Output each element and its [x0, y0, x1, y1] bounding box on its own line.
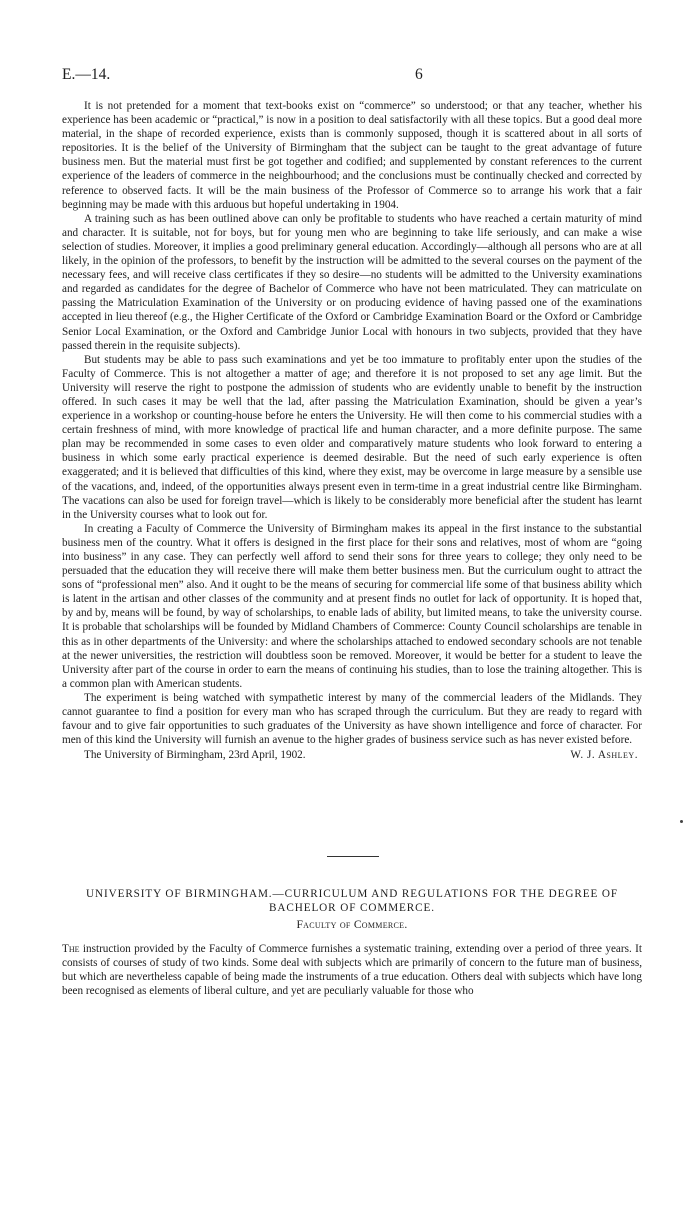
section-heading — [62, 887, 642, 915]
page-header — [62, 66, 642, 86]
signature: W. J. Ashley. — [570, 749, 638, 762]
margin-mark — [680, 820, 683, 823]
section-heading-line-1: UNIVERSITY OF BIRMINGHAM.—CURRICULUM AND REGULATIONS FOR THE DEGREE OF — [86, 888, 618, 900]
section-paragraph — [62, 942, 642, 998]
signoff — [62, 748, 642, 763]
document-reference: E.—14. — [62, 66, 111, 83]
main-text — [62, 99, 642, 763]
section-divider — [327, 856, 379, 857]
place-date: The University of Birmingham, 23rd April, 1902. — [84, 749, 306, 762]
paragraph-experiment: The experiment is being watched with sympathetic interest by many of the commercial leaders of the Midlands. They cannot guarantee to find a position for every man who has scraped through the curriculum. But they are ready to regard with favour and to give fair opportunities to such graduates of the University as have shown intelligence and force of character. For men of this kind the University will furnish an avenue to the higher grades of business service such as has never existed before. — [62, 691, 642, 747]
paragraph-textbooks: It is not pretended for a moment that text-books exist on “commerce” so understood; or that any teacher, whether his experience has been academic or “practical,” is now in a position to deal satisfactorily with all these topics. But a good deal more material, in the shape of recorded experience, exists than is commonly supposed, though it is scattered about in all sorts of repositories. It is the belief of the University of Birmingham that the subject can be taught to the great advantage of future business men. But the material must first be got together and codified; and supplemented by constant references to the current experience of the leaders of commerce in the neighbourhood; and the conclusions must be continually checked and corrected by reference to observed facts. It will be the main business of the Professor of Commerce so to arrange his work that a fair beginning may be made with this arduous but hopeful undertaking in 1904. — [62, 100, 642, 211]
section-heading-line-2: BACHELOR OF COMMERCE. — [269, 902, 435, 915]
paragraph-training: A training such as has been outlined above can only be profitable to students who have reached a certain maturity of mind and character. It is suitable, not for boys, but for young men who are beginning to take life seriously, and can make a wise selection of studies. Moreover, it implies a good preliminary general education. Accordingly—although all persons who are at all likely, in the opinion of the professors, to benefit by the instruction will be admitted to the several courses on the payment of the necessary fees, and will receive class certificates if they so desire—no students will be admitted to the University examinations and regarded as candidates for the degree of Bachelor of Commerce who have not been matriculated. They can matriculate on passing the Matriculation Examination of the University or on producing evidence of having passed one of the examinations accepted in lieu thereof (e.g., the Higher Certificate of the Oxford or Cambridge Examination Board or the Oxford or Cambridge Senior Local Examination, or the Oxford and Cambridge Junior Local with honours in two subjects, provided that they have passed therein in the requisite subjects). — [62, 212, 642, 352]
section-paragraph-text: instruction provided by the Faculty of Commerce furnishes a systematic training, extending over a period of three years. It consists of courses of study of two kinds. Some deal with subjects which are primarily of concern to the future man of business, but which are nevertheless capable of being made the instruments of a true education. Others deal with subjects which have long been recognised as elements of liberal culture, and yet are peculiarly valuable for those who — [62, 943, 643, 998]
paragraph-creating-faculty: In creating a Faculty of Commerce the University of Birmingham makes its appeal in the first instance to the substantial business men of the country. What it offers is designed in the first place for their sons and relatives, most of whom are “going into business” in any case. They can perfectly well afford to send their sons for three years to college; they only need to be persuaded that the education they will receive there will make them better business men. But the curriculum ought to attract the sons of “professional men” also. And it ought to be the means of securing for commercial life some of that business ability which is latent in the artisan and other classes of the community and at present finds no outlet for lack of opportunity. It is hoped that, by and by, means will be found, by way of scholarships, to enable lads of ability, but limited means, to take the university course. It is probable that scholarships will be founded by Midland Chambers of Commerce: County Council scholarships are tenable in this as in other departments of the University: and where the scholarships attached to endowed secondary schools are not tenable at the newer universities, the restriction will doubtless soon be removed. Moreover, it would be better for a student to leave the University after part of the course in order to earn the means of continuing his studies, than to lose the training altogether. This is a common plan with American students. — [62, 522, 642, 690]
paragraph-students-immature: But students may be able to pass such examinations and yet be too immature to profitably enter upon the studies of the Faculty of Commerce. This is not altogether a matter of age; and therefore it is not proposed to set any age limit. But the University will reserve the right to postpone the admission of students who are evidently unable to benefit by the instruction offered. In such cases it may be well that the lad, after passing the Matriculation Examination, should be given a year’s experience in a workshop or counting-house before he enters the University. He will then come to his commercial studies with a certain freshness of mind, with more knowledge of practical life and human character, and a more definite purpose. The same plan may be recommended in some cases to even older and comparatively mature students who look forward to entering a business in which some early practical experience is deemed desirable. But the need of such early experience is often exaggerated; and it is believed that difficulties of this kind, where they exist, may be overcome in large measure by a sensible use of the vacations, and, indeed, of the opportunities always present even in term-time in a great industrial centre like Birmingham. The vacations can also be used for foreign travel—which is likely to be considerably more beneficial after the student has learnt in the University courses what to look out for. — [62, 353, 642, 521]
lead-word: The — [62, 943, 80, 955]
section-text — [62, 942, 642, 998]
page-number: 6 — [415, 66, 423, 83]
section-subheading: Faculty of Commerce. — [296, 919, 408, 931]
